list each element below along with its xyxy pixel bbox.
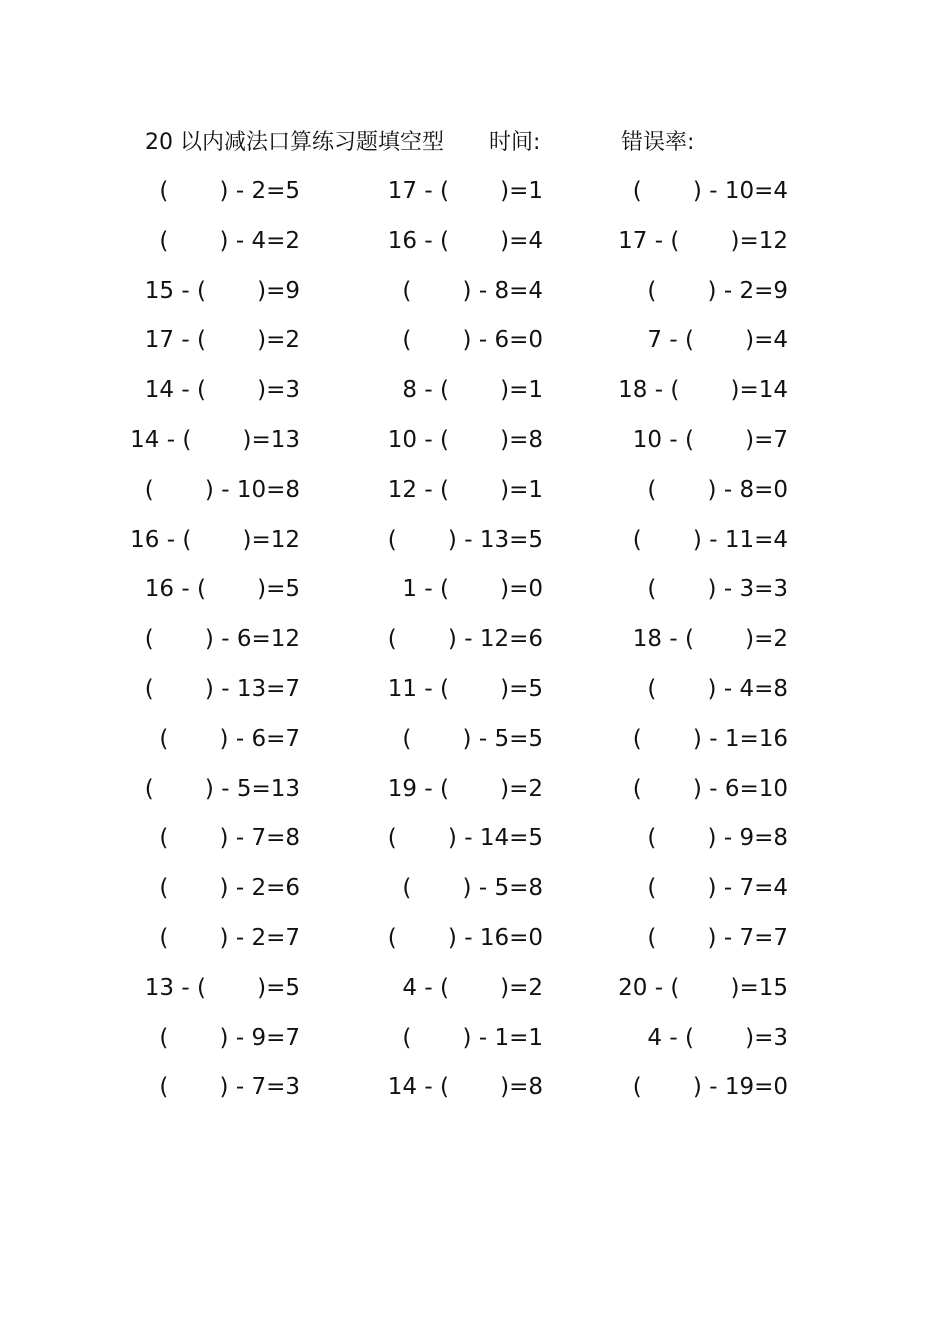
problem-item: ( ) - 7=8 (159, 825, 300, 852)
problem-item: 16 - ( )=5 (144, 576, 300, 603)
problem-item: ( ) - 11=4 (632, 526, 788, 553)
problem-item: 10 - ( )=8 (387, 427, 543, 453)
problem-item: 12 - ( )=1 (387, 476, 543, 503)
problem-item: ( ) - 6=7 (159, 725, 300, 752)
problem-item: ( ) - 6=0 (402, 327, 543, 354)
problem-item: 11 - ( )=5 (387, 676, 543, 702)
problem-item: 17 - ( )=1 (387, 178, 543, 204)
problem-item: ( ) - 2=9 (647, 277, 788, 304)
problem-item: 19 - ( )=2 (387, 775, 543, 802)
problem-item: 7 - ( )=4 (647, 327, 788, 354)
problem-item: 4 - ( )=3 (647, 1024, 788, 1051)
problem-item: 15 - ( )=9 (144, 277, 300, 304)
problem-item: 4 - ( )=2 (402, 974, 543, 1001)
problem-item: ( ) - 9=8 (647, 825, 788, 852)
problem-item: 14 - ( )=13 (130, 427, 300, 453)
problem-item: ( ) - 10=8 (144, 476, 300, 503)
problem-item: ( ) - 5=13 (144, 775, 300, 802)
worksheet-title: 20 以内减法口算练习题填空型 (145, 130, 444, 155)
problem-item: 20 - ( )=15 (618, 974, 788, 1001)
worksheet-header (0, 128, 950, 158)
problem-item: ( ) - 7=7 (647, 925, 788, 951)
problem-item: 18 - ( )=2 (632, 626, 788, 653)
problem-item: ( ) - 2=5 (159, 178, 300, 204)
problem-item: ( ) - 2=7 (159, 925, 300, 951)
problem-item: ( ) - 3=3 (647, 576, 788, 603)
problem-item: 18 - ( )=14 (618, 377, 788, 404)
problem-item: ( ) - 1=1 (402, 1024, 543, 1051)
problem-item: 14 - ( )=8 (387, 1074, 543, 1101)
problem-item: 10 - ( )=7 (632, 427, 788, 453)
problem-item: ( ) - 6=12 (144, 626, 300, 653)
problem-item: 13 - ( )=5 (144, 974, 300, 1001)
problem-item: 14 - ( )=3 (144, 377, 300, 404)
problem-item: ( ) - 2=6 (159, 875, 300, 902)
problem-item: ( ) - 10=4 (632, 178, 788, 204)
problem-item: ( ) - 16=0 (387, 925, 543, 951)
problem-item: ( ) - 5=8 (402, 875, 543, 902)
problem-item: 1 - ( )=0 (402, 576, 543, 603)
problem-item: 8 - ( )=1 (402, 377, 543, 404)
problem-item: ( ) - 1=16 (632, 725, 788, 752)
problem-item: ( ) - 14=5 (387, 825, 543, 852)
problem-item: ( ) - 8=4 (402, 277, 543, 304)
problem-item: ( ) - 13=7 (144, 676, 300, 702)
problem-item: ( ) - 4=8 (647, 676, 788, 702)
problem-item: ( ) - 5=5 (402, 725, 543, 752)
problem-item: ( ) - 12=6 (387, 626, 543, 653)
error-rate-label: 错误率: (621, 130, 695, 155)
problem-item: ( ) - 13=5 (387, 526, 543, 553)
time-label: 时间: (489, 130, 541, 155)
problem-item: ( ) - 4=2 (159, 227, 300, 254)
problem-item: 17 - ( )=2 (144, 327, 300, 354)
problem-item: ( ) - 9=7 (159, 1024, 300, 1051)
problem-item: 16 - ( )=12 (130, 526, 300, 553)
problem-item: ( ) - 8=0 (647, 476, 788, 503)
problem-item: ( ) - 7=4 (647, 875, 788, 902)
problem-item: ( ) - 19=0 (632, 1074, 788, 1101)
problem-item: ( ) - 7=3 (159, 1074, 300, 1101)
problem-item: ( ) - 6=10 (632, 775, 788, 802)
problem-item: 17 - ( )=12 (618, 227, 788, 254)
problem-item: 16 - ( )=4 (387, 227, 543, 254)
